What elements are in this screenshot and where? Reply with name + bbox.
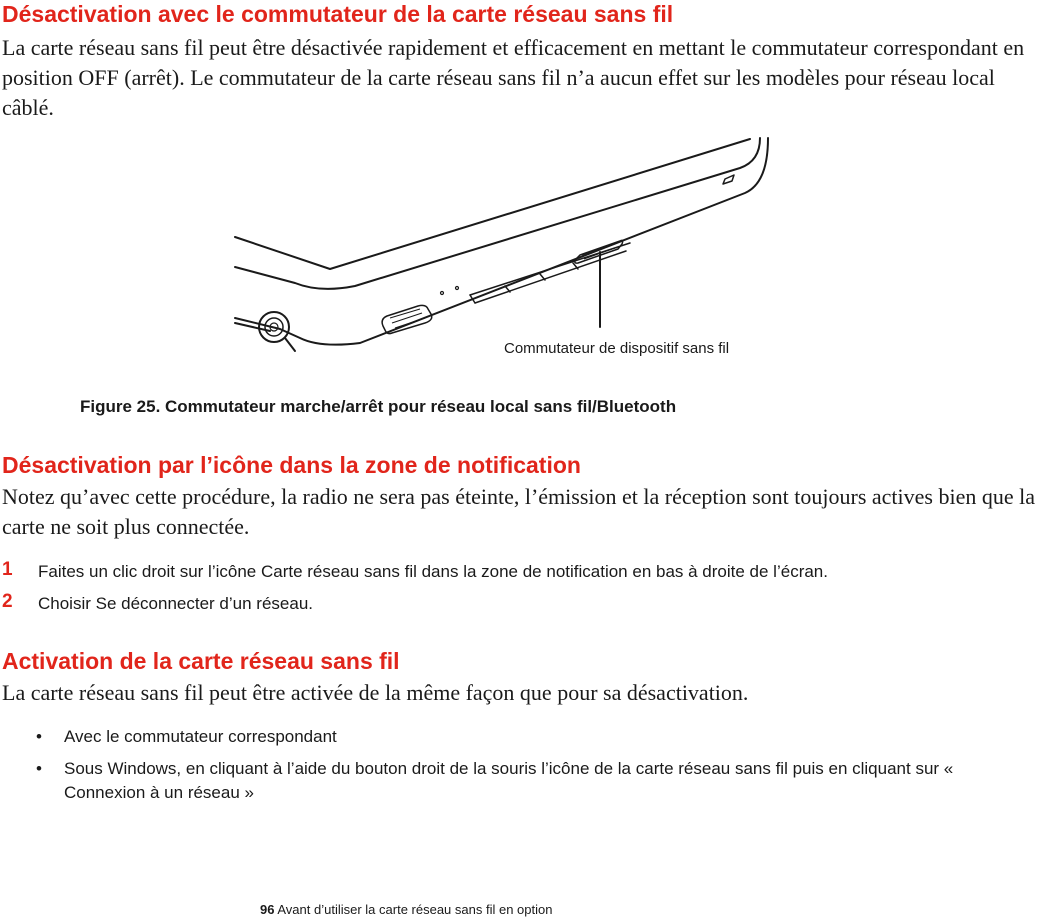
page-number: 96 [260, 902, 275, 917]
section-body-switch: La carte réseau sans fil peut être désactivée rapidement et efficacement en mettant le commutateur correspondant en position OFF (arrêt). Le commutateur de la carte réseau sans fil n’a aucun effet sur les modèles pour réseau local câblé. [2, 35, 1025, 120]
bullet-text: Avec le commutateur correspondant [64, 727, 337, 746]
step-number: 1 [2, 559, 13, 580]
footer-title: Avant d’utiliser la carte réseau sans fil en option [277, 902, 553, 917]
section-heading-notification: Désactivation par l’icône dans la zone de notification [2, 452, 581, 478]
step-number: 2 [2, 591, 13, 612]
section-body-activation: La carte réseau sans fil peut être activée de la même façon que pour sa désactivation. [2, 680, 749, 705]
figure-caption: Figure 25. Commutateur marche/arrêt pour réseau local sans fil/Bluetooth [80, 397, 677, 416]
step-text: Choisir Se déconnecter d’un réseau. [38, 594, 313, 613]
bullet-text: Sous Windows, en cliquant à l’aide du bouton droit de la souris l’icône de la carte réseau sans fil puis en cliquant sur « Connexion à un réseau » [64, 759, 954, 802]
section-body-notification: Notez qu’avec cette procédure, la radio ne sera pas éteinte, l’émission et la réception sont toujours actives bien que la carte ne soit plus connectée. [2, 484, 1035, 539]
section-heading-switch: Désactivation avec le commutateur de la carte réseau sans fil [2, 1, 674, 27]
section-heading-activation: Activation de la carte réseau sans fil [2, 648, 400, 674]
figure-callout-label: Commutateur de dispositif sans fil [504, 340, 730, 357]
step-text: Faites un clic droit sur l’icône Carte réseau sans fil dans la zone de notification en bas à droite de l’écran. [38, 562, 828, 581]
bullet-icon: • [36, 727, 42, 746]
page-footer [260, 902, 552, 917]
laptop-switch-illustration [220, 133, 780, 358]
bullet-icon: • [36, 759, 42, 778]
